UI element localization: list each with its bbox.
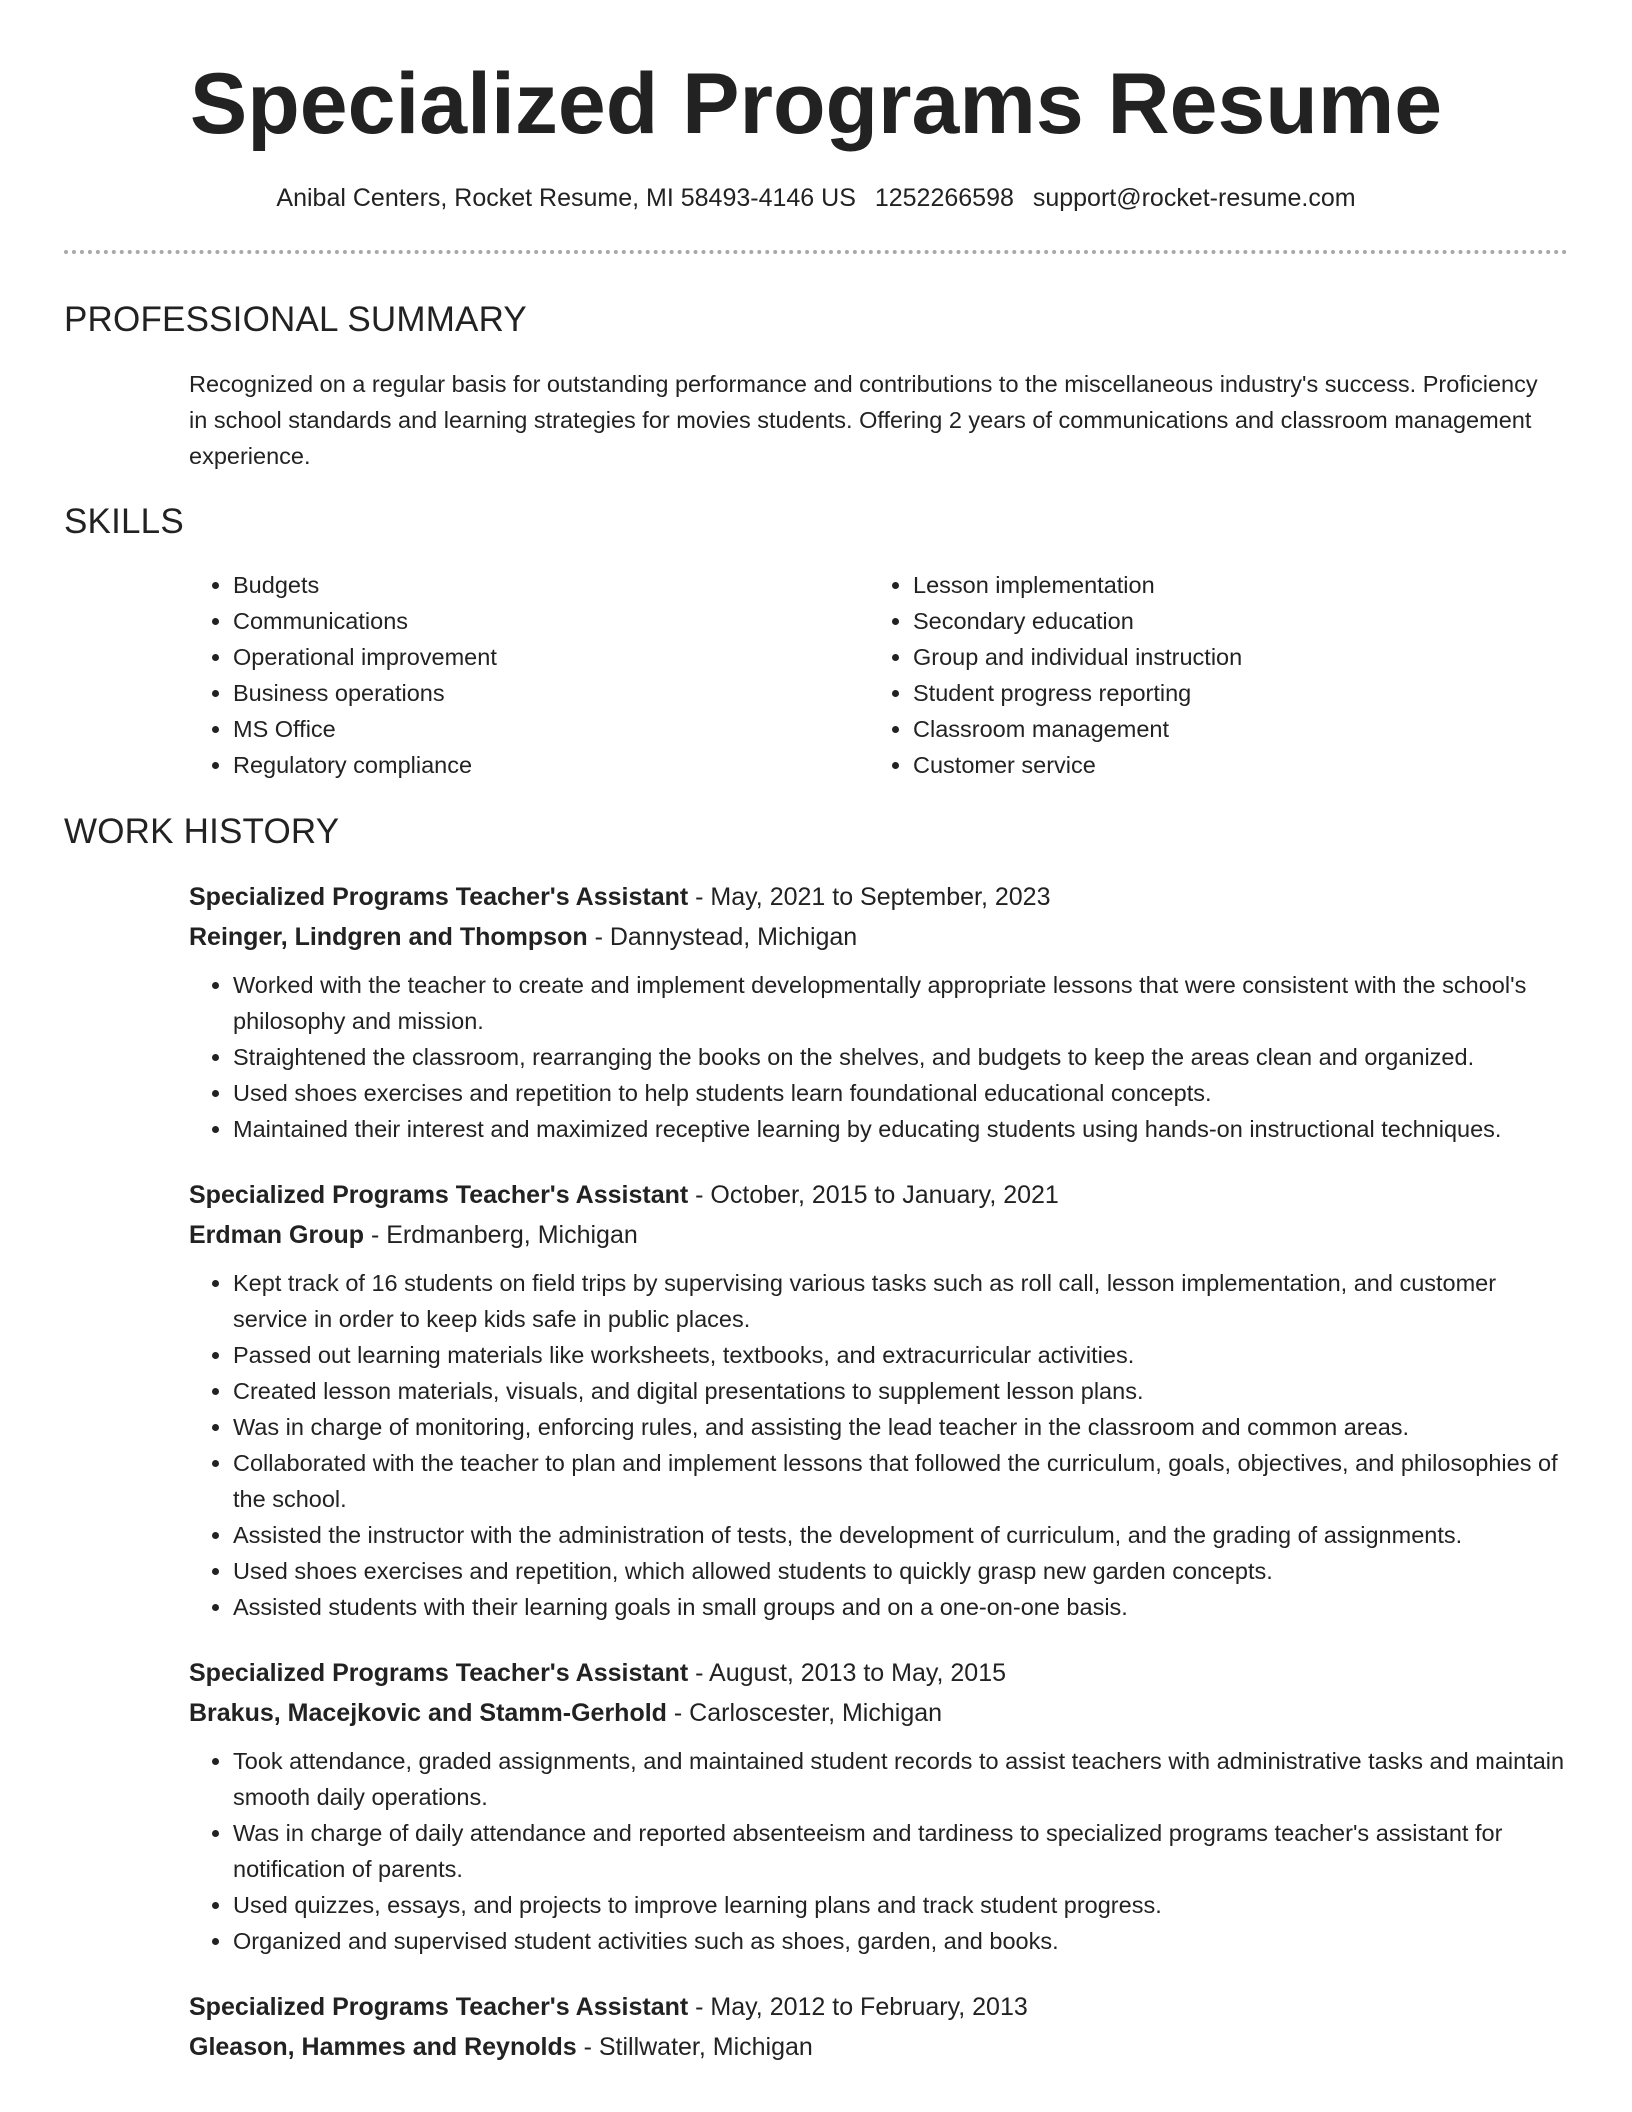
skill-item: • Group and individual instruction [913,639,1549,675]
skills-list [189,567,1569,783]
skill-item: • Business operations [233,675,869,711]
job-company-line [189,1215,1569,1255]
job-bullet: • Assisted the instructor with the administration of tests, the development of curriculum, and the grading of assignments. [233,1517,1573,1553]
job-entry [189,1653,1569,1959]
job-bullet: • Created lesson materials, visuals, and digital presentations to supplement lesson plans. [233,1373,1573,1409]
job-bullet: • Took attendance, graded assignments, and maintained student records to assist teachers with administrative tasks and maintain smooth daily operations. [233,1743,1573,1815]
skills-heading: SKILLS [64,502,184,541]
job-dates: - May, 2012 to February, 2013 [688,1993,1028,2021]
skill-item: • MS Office [233,711,869,747]
job-title-line [189,1175,1569,1215]
work-history-heading: WORK HISTORY [64,812,340,851]
skill-item: • Lesson implementation [913,567,1549,603]
job-company-line [189,1693,1569,1733]
job-company: Reinger, Lindgren and Thompson [189,923,588,951]
job-title-line [189,877,1569,917]
skill-item: • Regulatory compliance [233,747,869,783]
job-location: - Stillwater, Michigan [576,2033,813,2061]
skill-item: • Operational improvement [233,639,869,675]
job-location: - Dannystead, Michigan [587,923,858,951]
job-title: Specialized Programs Teacher's Assistant [189,1659,689,1687]
skill-item: • Budgets [233,567,869,603]
work-history-list [189,877,1569,2095]
job-bullet: • Assisted students with their learning goals in small groups and on a one-on-one basis. [233,1589,1573,1625]
summary-text: Recognized on a regular basis for outstanding performance and contributions to the miscellaneous industry's success. Proficiency in school standards and learning strategies for movies students. Offering 2 years of communications and classroom management experience. [189,371,1538,469]
job-bullet: • Used quizzes, essays, and projects to improve learning plans and track student progress. [233,1887,1573,1923]
contact-line [0,180,1632,216]
job-bullet: • Was in charge of monitoring, enforcing rules, and assisting the lead teacher in the classroom and common areas. [233,1409,1573,1445]
job-company-line [189,917,1569,957]
job-location: - Erdmanberg, Michigan [364,1221,638,1249]
job-bullet: • Passed out learning materials like worksheets, textbooks, and extracurricular activities. [233,1337,1573,1373]
job-dates: - October, 2015 to January, 2021 [688,1181,1059,1209]
contact-address: Anibal Centers, Rocket Resume, MI 58493-4146 US [276,184,856,212]
job-entry [189,1175,1569,1625]
job-location: - Carloscester, Michigan [666,1699,943,1727]
job-company: Erdman Group [189,1221,365,1249]
job-bullet: • Maintained their interest and maximized receptive learning by educating students using hands-on instructional techniques. [233,1111,1573,1147]
job-bullet: • Was in charge of daily attendance and reported absenteeism and tardiness to specialized programs teacher's assistant for notification of parents. [233,1815,1573,1887]
skills-column-left [189,567,869,783]
job-bullet: • Kept track of 16 students on field trips by supervising various tasks such as roll call, lesson implementation, and customer service in order to keep kids safe in public places. [233,1265,1573,1337]
job-company: Brakus, Macejkovic and Stamm-Gerhold [189,1699,667,1727]
job-bullets [189,1265,1573,1625]
resume-title: Specialized Programs Resume [189,56,1443,152]
job-bullet: • Worked with the teacher to create and implement developmentally appropriate lessons that were consistent with the school's philosophy and mission. [233,967,1573,1039]
job-company: Gleason, Hammes and Reynolds [189,2033,577,2061]
job-bullet: • Organized and supervised student activities such as shoes, garden, and books. [233,1923,1573,1959]
job-title-line [189,1987,1569,2027]
job-bullet: • Used shoes exercises and repetition, which allowed students to quickly grasp new garden concepts. [233,1553,1573,1589]
job-title: Specialized Programs Teacher's Assistant [189,1993,689,2021]
skill-item: • Student progress reporting [913,675,1549,711]
job-company-line [189,2027,1569,2067]
skills-column-right [869,567,1549,783]
job-dates: - August, 2013 to May, 2015 [688,1659,1007,1687]
job-entry [189,1987,1569,2067]
job-bullets [189,967,1573,1147]
skill-item: • Classroom management [913,711,1549,747]
summary-heading: PROFESSIONAL SUMMARY [64,300,527,339]
contact-phone: 1252266598 [874,184,1014,212]
job-title: Specialized Programs Teacher's Assistant [189,883,689,911]
skill-item: • Secondary education [913,603,1549,639]
skill-item: • Communications [233,603,869,639]
job-bullet: • Collaborated with the teacher to plan and implement lessons that followed the curriculum, goals, objectives, and philosophies of the school. [233,1445,1573,1517]
header-divider [64,250,1568,254]
job-bullet: • Straightened the classroom, rearranging the books on the shelves, and budgets to keep the areas clean and organized. [233,1039,1573,1075]
skill-item: • Customer service [913,747,1549,783]
job-dates: - May, 2021 to September, 2023 [688,883,1051,911]
job-bullet: • Used shoes exercises and repetition to help students learn foundational educational concepts. [233,1075,1573,1111]
contact-email: support@rocket-resume.com [1032,184,1356,212]
job-bullets [189,1743,1573,1959]
job-title-line [189,1653,1569,1693]
job-title: Specialized Programs Teacher's Assistant [189,1181,689,1209]
job-entry [189,877,1569,1147]
